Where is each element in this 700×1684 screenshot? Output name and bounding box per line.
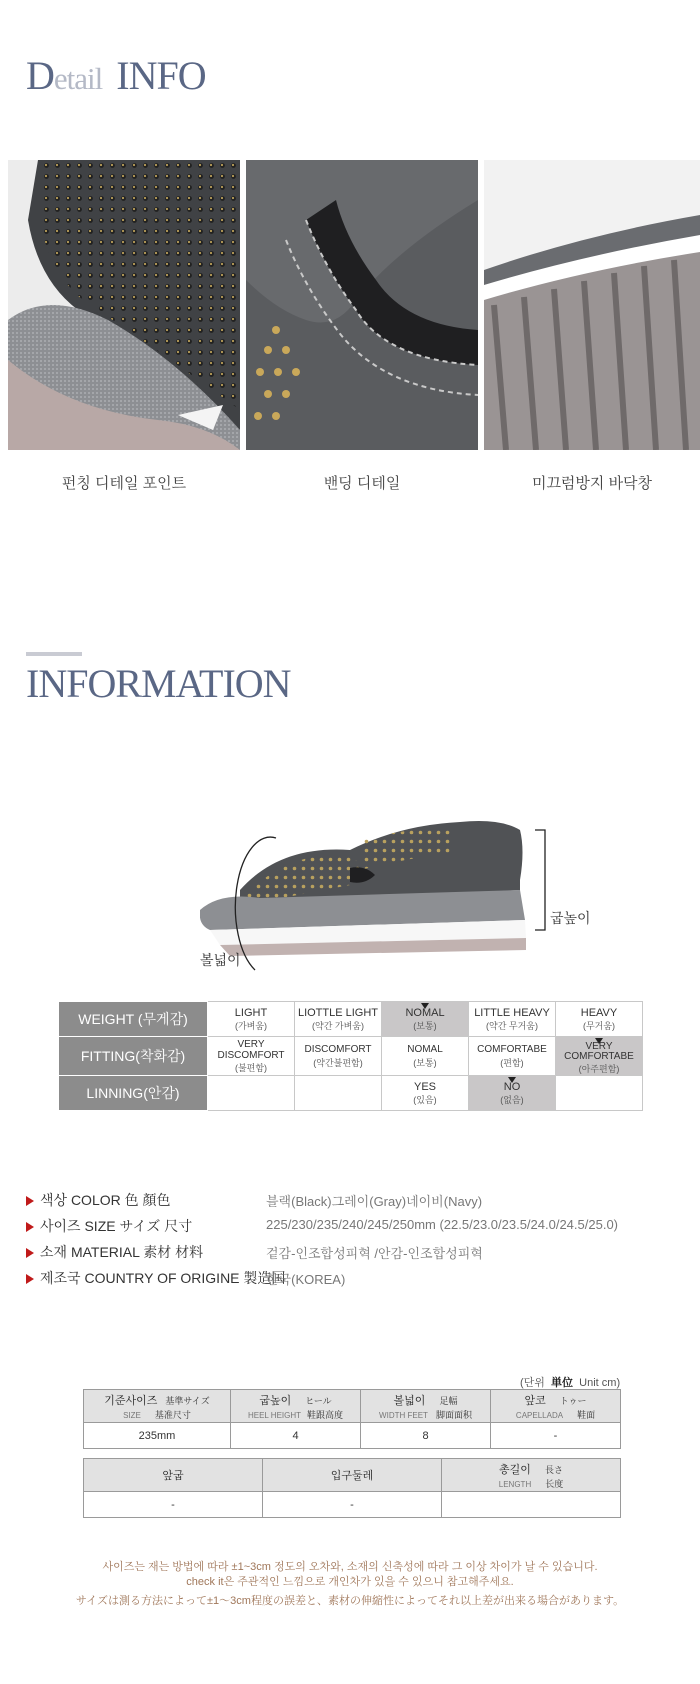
- lining-row: [59, 1076, 643, 1111]
- size-table-header-row: [84, 1390, 621, 1423]
- length-value-cell: [442, 1492, 621, 1518]
- detail-caption-3: 미끄럼방지 바닥창: [531, 475, 653, 492]
- front-heel-value-cell: -: [84, 1492, 263, 1518]
- size-notice-line-1: 사이즈는 재는 방법에 따라 ±1~3cm 정도의 오차와, 소재의 신축성에 따라 그 이상 차이가 날 수 있습니다.: [102, 1561, 598, 1573]
- banding-detail-photo: [246, 160, 478, 450]
- weight-cell: LIGHT (가벼움): [208, 1002, 295, 1037]
- weight-cell: LITTLE HEAVY (약간 무거움): [469, 1002, 556, 1037]
- opening-value-cell: -: [263, 1492, 442, 1518]
- size-table-header-cell: 기준사이즈 基準サイズ SIZE 基准尺寸: [84, 1390, 231, 1423]
- weight-row: [59, 1002, 643, 1037]
- width-value-cell: 8: [361, 1423, 491, 1449]
- spec-material-label: 소재 MATERIAL 素材 材料: [26, 1242, 203, 1262]
- lining-cell: [556, 1076, 643, 1111]
- fitting-row: [59, 1037, 643, 1076]
- size-value-cell: 235mm: [84, 1423, 231, 1449]
- weight-fitting-table: [58, 1001, 643, 1111]
- size-table-header-cell: 앞굽: [84, 1459, 263, 1492]
- red-arrow-icon: [26, 1274, 34, 1284]
- spec-origin-label: 제조국 COUNTRY OF ORIGINE 製造国: [26, 1268, 285, 1288]
- spec-color-value: 블랙(Black)그레이(Gray)네이비(Navy): [266, 1194, 483, 1209]
- red-arrow-icon: [26, 1196, 34, 1206]
- width-label: 볼넓이: [200, 952, 241, 968]
- information-accent-bar: [26, 652, 82, 656]
- fitting-cell: NOMAL (보통): [382, 1037, 469, 1076]
- unit-note: (단위 単位 Unit cm): [520, 1377, 621, 1389]
- weight-cell-selected: NOMAL (보통): [382, 1002, 469, 1037]
- size-notice-line-2: check it은 주관적인 느낌으로 개인차가 있을 수 있으니 참고해주세요.: [186, 1576, 514, 1588]
- selected-marker-icon: [421, 1003, 429, 1009]
- weight-header: WEIGHT (무게감): [59, 1002, 208, 1037]
- selected-marker-icon: [508, 1077, 516, 1083]
- spec-size-value: 225/230/235/240/245/250mm (22.5/23.0/23.5/24.0/24.5/25.0): [266, 1217, 618, 1232]
- size-table-header-cell: 총길이 長さ LENGTH 长度: [442, 1459, 621, 1492]
- red-arrow-icon: [26, 1248, 34, 1258]
- size-table-header-cell: 볼넓이 足幅 WIDTH FEET 脚面面积: [361, 1390, 491, 1423]
- weight-cell: LIOTTLE LIGHT (약간 가벼움): [295, 1002, 382, 1037]
- lining-cell: YES (있음): [382, 1076, 469, 1111]
- toe-value-cell: -: [491, 1423, 621, 1449]
- size-table-2: [83, 1458, 621, 1518]
- lining-cell: [208, 1076, 295, 1111]
- heel-height-label: 굽높이: [550, 910, 591, 926]
- size-table-1: [83, 1389, 621, 1449]
- heel-value-cell: 4: [231, 1423, 361, 1449]
- sole-detail-photo: [484, 160, 700, 450]
- weight-cell: HEAVY (무거움): [556, 1002, 643, 1037]
- spec-size-label: 사이즈 SIZE サイズ 尺寸: [26, 1216, 192, 1236]
- size-table-header-cell: 앞코 トゥー CAPELLADA 鞋面: [491, 1390, 621, 1423]
- information-title: INFORMATION: [26, 661, 291, 706]
- fitting-cell: VERY DISCOMFORT (불편함): [208, 1037, 295, 1076]
- fitting-cell: COMFORTABE (편함): [469, 1037, 556, 1076]
- size-table-header-cell: 굽높이 ヒール HEEL HEIGHT 鞋跟高度: [231, 1390, 361, 1423]
- lining-cell-selected: NO (없음): [469, 1076, 556, 1111]
- lining-header: LINNING(안감): [59, 1076, 208, 1111]
- punching-detail-photo: [8, 160, 240, 450]
- detail-info-title: Detail INFO: [26, 53, 206, 98]
- spec-origin-value: 한국(KOREA): [266, 1272, 346, 1287]
- selected-marker-icon: [595, 1038, 603, 1044]
- fitting-cell-selected: VERY COMFORTABE (아주편함): [556, 1037, 643, 1076]
- size-notice-line-3: サイズは測る方法によって±1～3cm程度の誤差と、素材の伸縮性によってそれ以上差が出来る場合があります。: [75, 1595, 625, 1607]
- lining-cell: [295, 1076, 382, 1111]
- detail-caption-2: 밴딩 디테일: [323, 475, 401, 492]
- spec-material-value: 겉감-인조합성피혁 /안감-인조합성피혁: [266, 1246, 483, 1261]
- red-arrow-icon: [26, 1222, 34, 1232]
- shoe-side-illustration: [200, 810, 580, 990]
- detail-caption-1: 펀칭 디테일 포인트: [61, 475, 187, 492]
- spec-color-label: 색상 COLOR 色 顏色: [26, 1190, 171, 1210]
- size-table-header-cell: 입구둘레: [263, 1459, 442, 1492]
- size-table-value-row: [84, 1492, 621, 1518]
- size-table-value-row: [84, 1423, 621, 1449]
- fitting-header: FITTING(착화감): [59, 1037, 208, 1076]
- fitting-cell: DISCOMFORT (약간불편함): [295, 1037, 382, 1076]
- size-table-header-row: [84, 1459, 621, 1492]
